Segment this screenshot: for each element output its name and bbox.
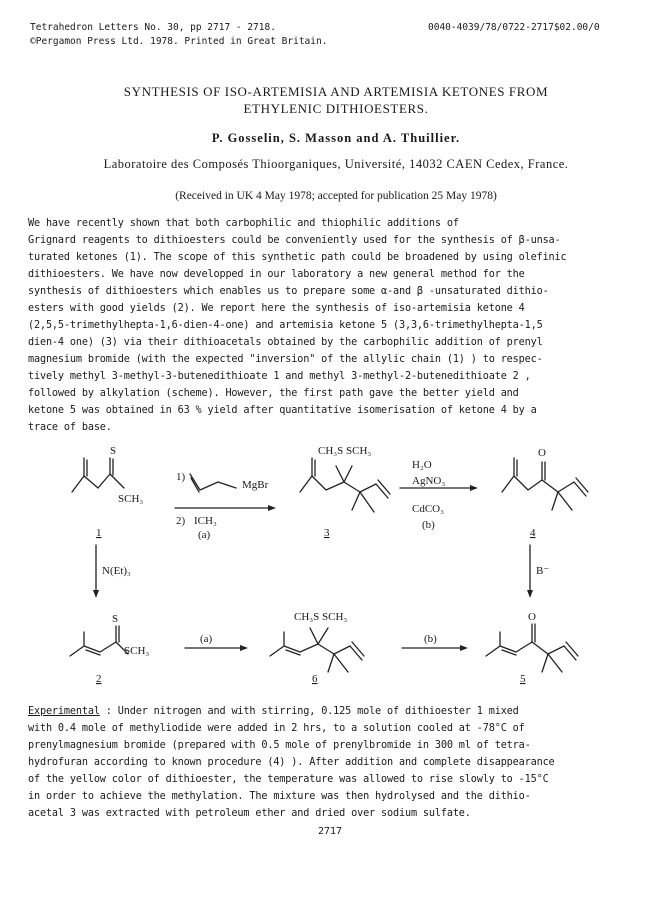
prenyl-mgbr-structure bbox=[190, 474, 236, 492]
compound-number-3: 3 bbox=[324, 527, 330, 539]
experimental-first-line bbox=[28, 706, 648, 717]
authors: P. Gosselin, S. Masson and A. Thuillier. bbox=[211, 131, 461, 145]
base-reagent: B⁻ bbox=[536, 565, 550, 577]
intro-line: tively methyl 3-methyl-3-butenedithioate 1 and methyl 3-methyl-2-butenedithioate 2 , bbox=[28, 371, 531, 382]
agno3: AgNO₃ bbox=[412, 475, 446, 487]
experimental-line: of the yellow color of dithioester, the temperature was allowed to rise slowly to -15°C bbox=[28, 774, 549, 785]
experimental-line: acetal 3 was extracted with petroleum ether and dried over sodium sulfate. bbox=[28, 808, 471, 819]
intro-line: dithioesters. We have now developped in our laboratory a new general method for the bbox=[28, 269, 525, 280]
copyright-line: ©Pergamon Press Ltd. 1978. Printed in Great Britain. bbox=[30, 36, 328, 47]
o-label-4: O bbox=[538, 447, 546, 459]
intro-line: Grignard reagents to dithioesters could be conveniently used for the synthesis of β-unsa- bbox=[28, 235, 561, 246]
compound-number-2: 2 bbox=[96, 673, 102, 685]
h2o: H₂O bbox=[412, 459, 432, 471]
intro-line: ketone 5 was obtained in 63 % yield after quantitative isomerisation of ketone 4 by a bbox=[28, 405, 537, 416]
intro-line: synthesis of dithioesters which enables us to prepare some α-and β -unsaturated dithio- bbox=[28, 286, 549, 297]
article-code: 0040-4039/78/0722-2717$02.00/0 bbox=[428, 22, 600, 33]
experimental-line: prenylmagnesium bromide (prepared with 0.5 mole of prenylbromide in 300 ml of tetra- bbox=[28, 740, 531, 751]
compound-number-6: 6 bbox=[312, 673, 318, 685]
compound-number-5: 5 bbox=[520, 673, 526, 685]
page-number: 2717 bbox=[318, 826, 343, 837]
intro-line: esters with good yields (2). We report here the synthesis of iso-artemisia ketone 4 bbox=[28, 303, 525, 314]
step2-reagent: ICH₃ bbox=[194, 515, 217, 527]
intro-line: trace of base. bbox=[28, 422, 112, 433]
received-line: (Received in UK 4 May 1978; accepted for publication 25 May 1978) bbox=[175, 190, 497, 202]
cdco3: CdCO₃ bbox=[412, 503, 444, 515]
o-label-5: O bbox=[528, 611, 536, 623]
experimental-line: : Under nitrogen and with stirring, 0.125 mole of dithioester 1 mixed bbox=[99, 706, 519, 717]
experimental-line: in order to achieve the methylation. The mixture was then hydrolysed and the dithio- bbox=[28, 791, 531, 802]
experimental-heading: Experimental bbox=[28, 706, 100, 717]
net3-reagent: N(Et)₃ bbox=[102, 565, 131, 577]
title-line-2: ETHYLENIC DITHIOESTERS. bbox=[243, 101, 429, 116]
s2-sulfur: S bbox=[112, 613, 119, 625]
step2-number: 2) bbox=[176, 515, 186, 527]
step-a-label-2: (a) bbox=[200, 633, 213, 645]
compound-2-structure bbox=[70, 626, 128, 656]
experimental-line: hydrofuran according to known procedure (4) ). After addition and complete disappearance bbox=[28, 757, 555, 768]
step-b-label: (b) bbox=[422, 519, 435, 531]
s3-groups: CH₃S SCH₃ bbox=[318, 445, 372, 457]
title-line-1: SYNTHESIS OF ISO-ARTEMISIA AND ARTEMISIA KETONES FROM bbox=[123, 84, 549, 99]
intro-line: magnesium bromide (with the expected "inversion" of the allylic chain (1) ) to respec- bbox=[28, 354, 543, 365]
s1-sulfur: S bbox=[110, 445, 117, 457]
s2-sch3: SCH₃ bbox=[124, 645, 150, 657]
intro-line: We have recently shown that both carbophilic and thiophilic additions of bbox=[28, 218, 459, 229]
s1-sch3: SCH₃ bbox=[118, 493, 144, 505]
journal-line: Tetrahedron Letters No. 30, pp 2717 - 2718. bbox=[30, 22, 276, 33]
intro-line: dien-4 one) (3) via their dithioacetals obtained by the carbophilic addition of prenyl bbox=[28, 337, 543, 348]
compound-5-structure bbox=[486, 624, 578, 672]
compound-number-4: 4 bbox=[530, 527, 536, 539]
compound-1-structure bbox=[72, 458, 124, 492]
intro-line: (2,5,5-trimethylhepta-1,6-dien-4-one) and artemisia ketone 5 (3,3,6-trimethylhepta-1,5 bbox=[28, 320, 543, 331]
affiliation: Laboratoire des Composés Thioorganiques, Université, 14032 CAEN Cedex, France. bbox=[103, 157, 569, 171]
intro-line: turated ketones (1). The scope of this synthetic path could be broadened by using olefinic bbox=[28, 252, 567, 263]
compound-3-structure bbox=[300, 458, 390, 512]
step1-mgbr: MgBr bbox=[242, 479, 269, 491]
experimental-line: with 0.4 mole of methyliodide were added in 2 hrs, to a solution cooled at -78°C of bbox=[28, 723, 525, 734]
step-b-label-2: (b) bbox=[424, 633, 437, 645]
compound-4-structure bbox=[502, 458, 588, 510]
step1-number: 1) bbox=[176, 471, 186, 483]
step-a-label: (a) bbox=[198, 529, 211, 541]
intro-line: followed by alkylation (scheme). However, the first path gave the better yield and bbox=[28, 388, 519, 399]
compound-6-structure bbox=[270, 628, 364, 672]
reaction-scheme bbox=[0, 440, 672, 690]
compound-number-1: 1 bbox=[96, 527, 102, 539]
s6-groups: CH₃S SCH₃ bbox=[294, 611, 348, 623]
